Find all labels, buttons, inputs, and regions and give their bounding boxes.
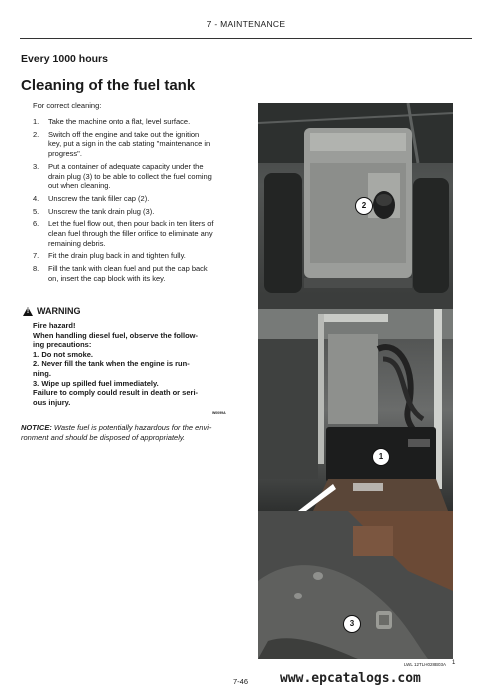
step-number: 3.: [33, 161, 40, 171]
step-text: [48, 194, 238, 204]
step-item: [33, 162, 238, 191]
warning-line: ning.: [33, 368, 51, 378]
step-text: [48, 251, 238, 261]
step-text-line: Unscrew the tank drain plug (3).: [48, 206, 155, 216]
image-code: LWL 12TLH028B03A: [404, 662, 447, 667]
step-text: [48, 207, 238, 217]
warning-code: W0099A: [212, 411, 226, 415]
step-text-line: on, insert the cap block with its key.: [48, 273, 166, 283]
warning-triangle-icon: !: [23, 307, 33, 316]
warning-line: ing precautions:: [33, 340, 92, 350]
photo-drain-plug-art: [258, 511, 453, 659]
step-text: [48, 117, 238, 127]
step-text: [48, 264, 238, 283]
step-text-line: Let the fuel flow out, then pour back in ten liters of: [48, 219, 214, 229]
notice-text-1: Waste fuel is potentially hazardous for the envi-: [51, 423, 212, 432]
step-text-line: drain plug (3) to be able to collect the fuel coming: [48, 171, 212, 181]
warning-line: Failure to comply could result in death or seri-: [33, 388, 199, 398]
step-text-line: Fill the tank with clean fuel and put the cap back: [48, 264, 208, 274]
step-text-line: Switch off the engine and take out the ignition: [48, 129, 200, 139]
step-text-line: Unscrew the tank filler cap (2).: [48, 193, 150, 203]
step-item: [33, 117, 238, 127]
step-text-line: remaining debris.: [48, 238, 106, 248]
callout-1: 1: [372, 448, 390, 466]
notice-label: NOTICE:: [21, 423, 52, 432]
page-number: 7-46: [233, 677, 249, 686]
notice-paragraph: [21, 423, 246, 443]
page-title: Cleaning of the fuel tank: [21, 77, 196, 94]
photo-filler-cap: [258, 103, 453, 309]
warning-title: WARNING: [37, 306, 81, 316]
step-text-line: key, put a sign in the cab stating "maintenance in: [48, 139, 211, 149]
warning-line: 3. Wipe up spilled fuel immediately.: [33, 378, 159, 388]
step-number: 5.: [33, 206, 40, 216]
chapter-header: 7 - MAINTENANCE: [206, 19, 286, 29]
photo-fuel-tank: [258, 309, 453, 511]
step-number: 8.: [33, 264, 40, 274]
intro-text: For correct cleaning:: [33, 101, 102, 110]
step-text-line: Take the machine onto a flat, level surface.: [48, 117, 191, 126]
step-number: 7.: [33, 251, 40, 261]
step-text: [48, 130, 238, 159]
warning-line: 2. Never fill the tank when the engine is run-: [33, 359, 190, 369]
step-text-line: out when cleaning.: [48, 181, 111, 191]
photo-fuel-tank-art: [258, 309, 453, 511]
warning-line: 1. Do not smoke.: [33, 349, 94, 359]
step-number: 6.: [33, 219, 40, 229]
step-item: [33, 264, 238, 283]
step-item: [33, 130, 238, 159]
warning-body: [33, 321, 243, 407]
step-text-line: Fit the drain plug back in and tighten fully.: [48, 251, 186, 261]
step-number: 4.: [33, 193, 40, 203]
warning-line: When handling diesel fuel, observe the follow-: [33, 330, 199, 340]
callout-3: 3: [343, 615, 361, 633]
watermark-url: www.epcatalogs.com: [280, 671, 421, 686]
step-number: 2.: [33, 129, 40, 139]
warning-line: Fire hazard!: [33, 321, 76, 330]
step-item: [33, 251, 238, 261]
section-heading: Every 1000 hours: [21, 53, 108, 65]
callout-2: 2: [355, 197, 373, 215]
step-text-line: Put a container of adequate capacity under the: [48, 161, 204, 171]
image-mark: 1: [452, 660, 456, 666]
step-item: [33, 194, 238, 204]
steps-list: [33, 117, 238, 287]
step-text-line: progress".: [48, 149, 82, 159]
warning-line: ous injury.: [33, 397, 71, 407]
step-text: [48, 162, 238, 191]
step-text-line: clean fuel through the filler orifice to eliminate any: [48, 229, 213, 239]
step-text: [48, 219, 238, 248]
step-item: [33, 219, 238, 248]
warning-heading: [23, 306, 81, 316]
header-divider: [20, 38, 472, 39]
step-item: [33, 207, 238, 217]
step-number: 1.: [33, 117, 40, 126]
notice-text-2: ronment and should be disposed of appropriately.: [21, 433, 186, 442]
photo-drain-plug: [258, 511, 453, 659]
